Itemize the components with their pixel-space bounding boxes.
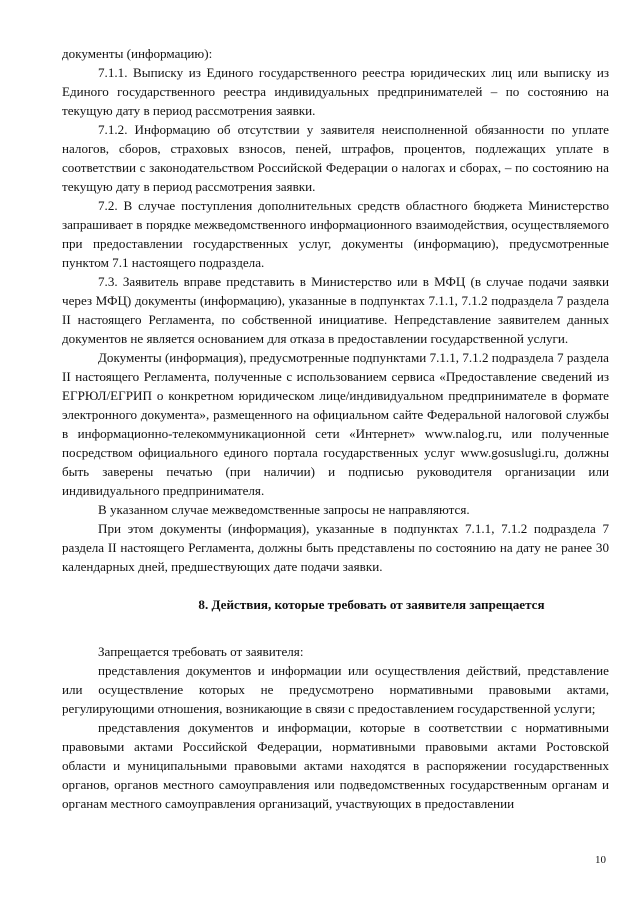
paragraph-prohibited-intro: Запрещается требовать от заявителя:: [98, 644, 304, 659]
paragraph-date-requirement: При этом документы (информация), указанные в подпунктах 7.1.1, 7.1.2 подраздела 7 раздела II настоящего Регламента, должны быть представлены по состоянию на дату не ранее 30 календарных дней, предшествующих дате подачи заявки.: [62, 521, 609, 574]
paragraph-documents-intro: документы (информацию):: [62, 46, 213, 61]
paragraph-documents-egrul: Документы (информация), предусмотренные подпунктами 7.1.1, 7.1.2 подраздела 7 раздела II настоящего Регламента, полученные с использованием сервиса «Предоставление сведений из ЕГРЮЛ/ЕГРИП о конкретном юридическом лице/индивидуальном предпринимателе в формате электронного документа», размещенного на официальном сайте Федеральной налоговой службы в информационно-телекоммуникационной сети «Интернет» www.nalog.ru, или полученные посредством официального единого портала государственных услуг www.gosuslugi.ru, должны быть заверены печатью (при наличии) и подписью руководителя организации или индивидуального предпринимателя.: [62, 350, 609, 498]
paragraph-7-2: 7.2. В случае поступления дополнительных средств областного бюджета Министерство запрашивает в порядке межведомственного информационного взаимодействия, осуществляемого при предоставлении государственных услуг, документы (информацию), предусмотренные пунктом 7.1 настоящего подраздела.: [62, 198, 609, 270]
paragraph-prohibited-item-1: представления документов и информации или осуществления действий, представление или осуществление которых не предусмотрено нормативными правовыми актами, регулирующими отношения, возникающие в связи с предоставлением государственной услуги;: [62, 663, 609, 716]
paragraph-prohibited-item-2: представления документов и информации, которые в соответствии с нормативными правовыми актами Российской Федерации, нормативными правовыми актами Ростовской области и муниципальными правовыми актами находятся в распоряжении государственных органов, органов местного самоуправления или подведомственных государственным органам и органам местного самоуправления организаций, участвующих в предоставлении: [62, 720, 609, 811]
page-number: 10: [595, 854, 606, 866]
document-page: [62, 44, 609, 813]
section-heading-8: 8. Действия, которые требовать от заявителя запрещается: [198, 597, 545, 612]
paragraph-no-requests: В указанном случае межведомственные запросы не направляются.: [98, 502, 470, 517]
paragraph-7-1-1: 7.1.1. Выписку из Единого государственного реестра юридических лиц или выписку из Единого государственного реестра индивидуальных предпринимателей – по состоянию на текущую дату в период рассмотрения заявки.: [62, 65, 609, 118]
paragraph-7-1-2: 7.1.2. Информацию об отсутствии у заявителя неисполненной обязанности по уплате налогов, сборов, страховых взносов, пеней, штрафов, процентов, подлежащих уплате в соответствии с законодательством Российской Федерации о налогах и сборах, – по состоянию на текущую дату в период рассмотрения заявки.: [62, 122, 609, 194]
paragraph-7-3: 7.3. Заявитель вправе представить в Министерство или в МФЦ (в случае подачи заявки через МФЦ) документы (информацию), указанные в подпунктах 7.1.1, 7.1.2 подраздела 7 раздела II настоящего Регламента, по собственной инициативе. Непредставление заявителем данных документов не является основанием для отказа в предоставлении государственной услуги.: [62, 274, 609, 346]
